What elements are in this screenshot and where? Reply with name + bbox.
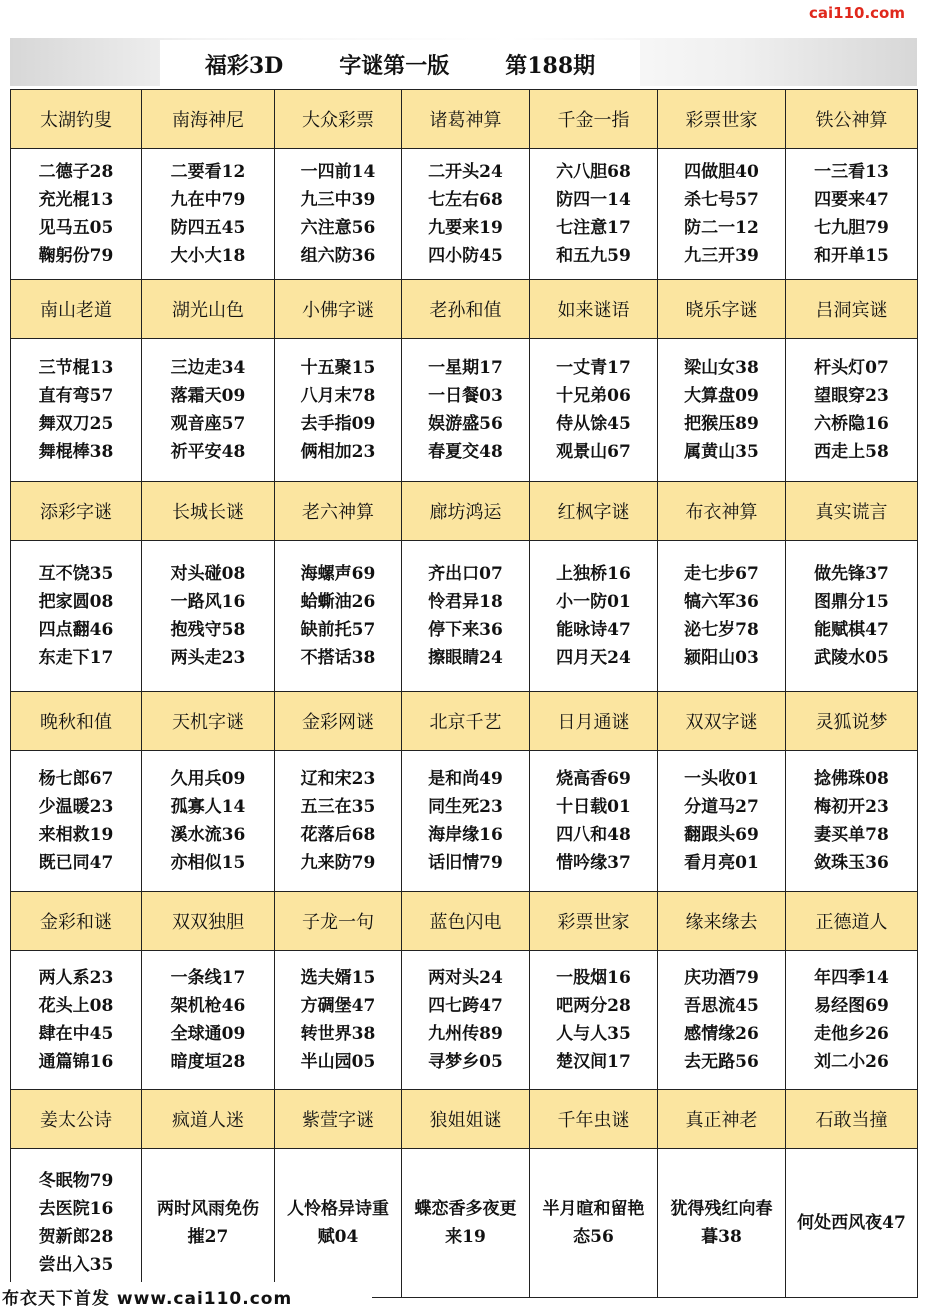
column-header: 缘来缘去 — [658, 892, 786, 951]
riddle-cell — [142, 339, 275, 482]
riddle-line: 西走上58 — [814, 442, 889, 462]
column-header: 千年虫谜 — [530, 1090, 658, 1149]
riddle-line: 暗度垣28 — [170, 1052, 246, 1072]
riddle-line: 是和尚49 — [428, 769, 503, 789]
riddle-line: 舞棍棒38 — [38, 442, 114, 462]
riddle-line: 停下来36 — [428, 620, 503, 640]
riddle-line: 犹得残红向春暮38 — [670, 1199, 773, 1247]
column-header: 添彩字谜 — [11, 482, 142, 541]
title-issue: 第188期 — [505, 52, 596, 79]
riddle-line: 看月亮01 — [684, 853, 759, 873]
riddle-line: 一三看13 — [814, 162, 889, 182]
riddle-lines — [11, 1167, 141, 1279]
riddle-lines — [275, 964, 401, 1076]
site-watermark: cai110.com — [809, 4, 905, 22]
riddle-line: 去无路56 — [684, 1052, 759, 1072]
riddle-cell — [402, 751, 530, 892]
riddle-cell — [658, 751, 786, 892]
riddle-row — [11, 339, 918, 482]
column-header: 太湖钓叟 — [11, 90, 142, 149]
riddle-cell — [658, 149, 786, 280]
riddle-line: 半山园05 — [300, 1052, 376, 1072]
column-header: 如来谜语 — [530, 280, 658, 339]
riddle-line: 既已同47 — [38, 853, 114, 873]
riddle-line: 落霜天09 — [170, 386, 246, 406]
riddle-line: 蝶恋香多夜更来19 — [414, 1199, 517, 1247]
riddle-line: 六桥隐16 — [814, 414, 889, 434]
riddle-line: 泌七岁78 — [684, 620, 759, 640]
riddle-line: 年四季14 — [814, 968, 889, 988]
riddle-lines — [275, 354, 401, 466]
riddle-cell — [142, 149, 275, 280]
riddle-line: 楚汉间17 — [556, 1052, 631, 1072]
riddle-cell — [11, 1149, 142, 1298]
riddle-line: 春夏交48 — [428, 442, 503, 462]
riddle-line: 全球通09 — [170, 1024, 246, 1044]
riddle-lines — [275, 765, 401, 877]
riddle-cell — [11, 149, 142, 280]
riddle-line: 久用兵09 — [170, 769, 246, 789]
header-row — [11, 482, 918, 541]
column-header: 蓝色闪电 — [402, 892, 530, 951]
riddle-line: 半月暄和留艳态56 — [542, 1199, 645, 1247]
riddle-line: 四八和48 — [556, 825, 631, 845]
riddle-line: 四月天24 — [556, 648, 631, 668]
riddle-lines — [142, 1195, 274, 1251]
riddle-line: 翻跟头69 — [684, 825, 759, 845]
riddle-line: 祈平安48 — [170, 442, 246, 462]
riddle-line: 擦眼睛24 — [428, 648, 503, 668]
header-row — [11, 1090, 918, 1149]
riddle-lines — [786, 560, 917, 672]
riddle-lines — [11, 560, 141, 672]
riddle-line: 九三开39 — [684, 246, 759, 266]
riddle-line: 七九胆79 — [814, 218, 889, 238]
riddle-cell — [275, 1149, 402, 1298]
riddle-line: 抱残守58 — [170, 620, 246, 640]
riddle-line: 大小大18 — [170, 246, 246, 266]
riddle-line: 娱游盛56 — [428, 414, 503, 434]
column-header: 彩票世家 — [530, 892, 658, 951]
riddle-line: 二开头24 — [428, 162, 503, 182]
riddle-line: 烧高香69 — [556, 769, 631, 789]
riddle-cell — [402, 149, 530, 280]
riddle-cell — [402, 339, 530, 482]
riddle-line: 大算盘09 — [684, 386, 759, 406]
column-header: 金彩网谜 — [275, 692, 402, 751]
riddle-lines — [658, 1195, 785, 1251]
riddle-line: 尝出入35 — [38, 1255, 114, 1275]
riddle-line: 一四前14 — [300, 162, 376, 182]
riddle-line: 一股烟16 — [556, 968, 631, 988]
riddle-line: 杆头灯07 — [814, 358, 889, 378]
column-header: 北京千艺 — [402, 692, 530, 751]
riddle-lines — [402, 765, 529, 877]
riddle-lines — [786, 354, 917, 466]
footer-watermark: 布衣天下首发 www.cai110.com — [0, 1282, 372, 1310]
header-row — [11, 280, 918, 339]
riddle-table — [10, 89, 918, 1298]
riddle-cell — [530, 751, 658, 892]
riddle-line: 人与人35 — [556, 1024, 631, 1044]
riddle-line: 七左右68 — [428, 190, 503, 210]
riddle-lines — [142, 560, 274, 672]
riddle-cell — [786, 339, 918, 482]
riddle-row — [11, 1149, 918, 1298]
riddle-line: 犒六军36 — [684, 592, 759, 612]
riddle-cell — [658, 951, 786, 1090]
riddle-line: 七注意17 — [556, 218, 631, 238]
page-title — [160, 40, 640, 88]
column-header: 双双字谜 — [658, 692, 786, 751]
riddle-cell — [530, 339, 658, 482]
riddle-lines — [402, 1195, 529, 1251]
riddle-line: 齐出口07 — [428, 564, 503, 584]
riddle-lines — [402, 964, 529, 1076]
column-header: 真实谎言 — [786, 482, 918, 541]
riddle-line: 两头走23 — [170, 648, 246, 668]
riddle-line: 四做胆40 — [684, 162, 759, 182]
column-header: 晓乐字谜 — [658, 280, 786, 339]
riddle-line: 上独桥16 — [556, 564, 631, 584]
riddle-cell — [275, 339, 402, 482]
riddle-line: 贺新郎28 — [38, 1227, 114, 1247]
riddle-line: 和五九59 — [556, 246, 631, 266]
riddle-line: 能咏诗47 — [556, 620, 631, 640]
riddle-line: 十五聚15 — [300, 358, 376, 378]
column-header: 晚秋和值 — [11, 692, 142, 751]
column-header: 正德道人 — [786, 892, 918, 951]
riddle-line: 庆功酒79 — [684, 968, 759, 988]
column-header: 长城长谜 — [142, 482, 275, 541]
riddle-line: 一条线17 — [170, 968, 246, 988]
riddle-lines — [530, 765, 657, 877]
riddle-line: 花头上08 — [38, 996, 114, 1016]
riddle-line: 来相救19 — [38, 825, 114, 845]
header-row — [11, 892, 918, 951]
riddle-cell — [275, 149, 402, 280]
riddle-lines — [658, 964, 785, 1076]
riddle-line: 和开单15 — [814, 246, 889, 266]
riddle-line: 妻买单78 — [814, 825, 889, 845]
riddle-line: 八月末78 — [300, 386, 376, 406]
riddle-line: 肆在中45 — [38, 1024, 114, 1044]
column-header: 湖光山色 — [142, 280, 275, 339]
riddle-line: 通篇锦16 — [38, 1052, 114, 1072]
riddle-line: 一日餐03 — [428, 386, 503, 406]
riddle-line: 不搭话38 — [300, 648, 376, 668]
riddle-line: 何处西风夜47 — [797, 1213, 906, 1233]
riddle-line: 同生死23 — [428, 797, 503, 817]
title-lottery: 福彩3D — [204, 52, 284, 79]
riddle-lines — [530, 560, 657, 672]
riddle-line: 俩相加23 — [300, 442, 376, 462]
riddle-line: 防四五45 — [170, 218, 246, 238]
riddle-cell — [402, 541, 530, 692]
riddle-line: 颍阳山03 — [684, 648, 759, 668]
riddle-line: 二德子28 — [38, 162, 114, 182]
riddle-lines — [402, 560, 529, 672]
riddle-cell — [530, 1149, 658, 1298]
column-header: 灵狐说梦 — [786, 692, 918, 751]
riddle-lines — [142, 158, 274, 270]
riddle-cell — [402, 951, 530, 1090]
riddle-line: 冬眠物79 — [38, 1171, 114, 1191]
riddle-cell — [275, 541, 402, 692]
riddle-line: 孤寡人14 — [170, 797, 246, 817]
riddle-line: 把家圆08 — [38, 592, 114, 612]
riddle-lines — [402, 354, 529, 466]
column-header: 老孙和值 — [402, 280, 530, 339]
riddle-line: 十日载01 — [556, 797, 631, 817]
column-header: 子龙一句 — [275, 892, 402, 951]
riddle-line: 望眼穿23 — [814, 386, 889, 406]
riddle-line: 一星期17 — [428, 358, 503, 378]
riddle-cell — [142, 951, 275, 1090]
riddle-line: 做先锋37 — [814, 564, 889, 584]
riddle-line: 一丈青17 — [556, 358, 631, 378]
riddle-cell — [786, 541, 918, 692]
column-header: 红枫字谜 — [530, 482, 658, 541]
riddle-line: 三节棍13 — [38, 358, 114, 378]
column-header: 姜太公诗 — [11, 1090, 142, 1149]
riddle-cell — [786, 751, 918, 892]
riddle-cell — [142, 1149, 275, 1298]
riddle-line: 二要看12 — [170, 162, 246, 182]
riddle-lines — [658, 158, 785, 270]
riddle-lines — [142, 765, 274, 877]
riddle-lines — [11, 765, 141, 877]
riddle-cell — [530, 951, 658, 1090]
riddle-lines — [11, 964, 141, 1076]
column-header: 狼姐姐谜 — [402, 1090, 530, 1149]
riddle-lines — [530, 354, 657, 466]
riddle-lines — [142, 964, 274, 1076]
riddle-row — [11, 149, 918, 280]
riddle-cell — [658, 1149, 786, 1298]
riddle-cell — [786, 1149, 918, 1298]
riddle-cell — [530, 541, 658, 692]
riddle-line: 寻梦乡05 — [428, 1052, 503, 1072]
riddle-cell — [786, 951, 918, 1090]
riddle-lines — [658, 354, 785, 466]
riddle-line: 九在中79 — [170, 190, 246, 210]
riddle-cell — [530, 149, 658, 280]
column-header: 千金一指 — [530, 90, 658, 149]
riddle-line: 惜吟缘37 — [556, 853, 631, 873]
column-header: 吕洞宾谜 — [786, 280, 918, 339]
riddle-line: 五三在35 — [300, 797, 376, 817]
riddle-line: 四七跨47 — [428, 996, 503, 1016]
riddle-line: 去手指09 — [300, 414, 376, 434]
riddle-line: 小一防01 — [556, 592, 631, 612]
riddle-lines — [786, 158, 917, 270]
riddle-line: 六八胆68 — [556, 162, 631, 182]
riddle-line: 三边走34 — [170, 358, 246, 378]
riddle-line: 去医院16 — [38, 1199, 114, 1219]
riddle-line: 两人系23 — [38, 968, 114, 988]
riddle-cell — [11, 951, 142, 1090]
column-header: 天机字谜 — [142, 692, 275, 751]
riddle-line: 防四一14 — [556, 190, 631, 210]
column-header: 金彩和谜 — [11, 892, 142, 951]
riddle-line: 转世界38 — [300, 1024, 376, 1044]
riddle-line: 把猴压89 — [684, 414, 759, 434]
riddle-line: 敛珠玉36 — [814, 853, 889, 873]
riddle-line: 九州传89 — [428, 1024, 503, 1044]
column-header: 彩票世家 — [658, 90, 786, 149]
riddle-line: 花落后68 — [300, 825, 376, 845]
riddle-line: 观景山67 — [556, 442, 631, 462]
column-header: 日月通谜 — [530, 692, 658, 751]
riddle-line: 观音座57 — [170, 414, 246, 434]
riddle-line: 侍从馀45 — [556, 414, 631, 434]
riddle-lines — [275, 158, 401, 270]
riddle-line: 防二一12 — [684, 218, 759, 238]
riddle-line: 缺前托57 — [300, 620, 376, 640]
column-header: 南海神尼 — [142, 90, 275, 149]
riddle-line: 易经图69 — [814, 996, 889, 1016]
riddle-line: 四小防45 — [428, 246, 503, 266]
riddle-cell — [275, 751, 402, 892]
riddle-line: 杀七号57 — [684, 190, 759, 210]
riddle-line: 武陵水05 — [814, 648, 889, 668]
riddle-cell — [658, 541, 786, 692]
riddle-line: 鞠躬份79 — [38, 246, 114, 266]
riddle-line: 舞双刀25 — [38, 414, 114, 434]
riddle-line: 一头收01 — [684, 769, 759, 789]
column-header: 双双独胆 — [142, 892, 275, 951]
riddle-line: 刘二小26 — [814, 1052, 889, 1072]
riddle-line: 怜君异18 — [428, 592, 503, 612]
riddle-line: 九三中39 — [300, 190, 376, 210]
riddle-line: 六注意56 — [300, 218, 376, 238]
riddle-line: 九要来19 — [428, 218, 503, 238]
riddle-lines — [142, 354, 274, 466]
riddle-cell — [275, 951, 402, 1090]
column-header: 布衣神算 — [658, 482, 786, 541]
riddle-line: 少温暖23 — [38, 797, 114, 817]
riddle-line: 吧两分28 — [556, 996, 631, 1016]
riddle-line: 杨七郎67 — [38, 769, 114, 789]
column-header: 廊坊鸿运 — [402, 482, 530, 541]
header-row — [11, 90, 918, 149]
riddle-lines — [786, 964, 917, 1076]
column-header: 疯道人迷 — [142, 1090, 275, 1149]
riddle-line: 一路风16 — [170, 592, 246, 612]
riddle-cell — [658, 339, 786, 482]
riddle-line: 选夫婿15 — [300, 968, 376, 988]
riddle-lines — [658, 765, 785, 877]
column-header: 大众彩票 — [275, 90, 402, 149]
riddle-cell — [142, 751, 275, 892]
riddle-lines — [658, 560, 785, 672]
title-edition: 字谜第一版 — [339, 52, 450, 79]
riddle-line: 海螺声69 — [300, 564, 376, 584]
column-header: 紫萱字谜 — [275, 1090, 402, 1149]
riddle-line: 图鼎分15 — [814, 592, 889, 612]
column-header: 老六神算 — [275, 482, 402, 541]
riddle-line: 亦相似15 — [170, 853, 246, 873]
riddle-line: 见马五05 — [38, 218, 114, 238]
riddle-line: 能赋棋47 — [814, 620, 889, 640]
riddle-row — [11, 951, 918, 1090]
riddle-lines — [11, 354, 141, 466]
riddle-line: 人怜格异诗重赋04 — [287, 1199, 389, 1247]
riddle-line: 梅初开23 — [814, 797, 889, 817]
header-row — [11, 692, 918, 751]
column-header: 石敢当撞 — [786, 1090, 918, 1149]
riddle-line: 互不饶35 — [38, 564, 114, 584]
riddle-line: 辽和宋23 — [300, 769, 376, 789]
riddle-line: 话旧情79 — [428, 853, 503, 873]
riddle-line: 海岸缘16 — [428, 825, 503, 845]
riddle-lines — [275, 560, 401, 672]
column-header: 铁公神算 — [786, 90, 918, 149]
riddle-line: 分道马27 — [684, 797, 759, 817]
riddle-line: 四点翻46 — [38, 620, 114, 640]
riddle-lines — [786, 765, 917, 877]
riddle-line: 四要来47 — [814, 190, 889, 210]
riddle-cell — [11, 751, 142, 892]
riddle-line: 走他乡26 — [814, 1024, 889, 1044]
riddle-line: 走七步67 — [684, 564, 759, 584]
riddle-lines — [530, 964, 657, 1076]
riddle-line: 方碉堡47 — [300, 996, 376, 1016]
riddle-cell — [142, 541, 275, 692]
column-header: 南山老道 — [11, 280, 142, 339]
riddle-cell — [786, 149, 918, 280]
riddle-line: 十兄弟06 — [556, 386, 631, 406]
riddle-line: 九来防79 — [300, 853, 376, 873]
riddle-cell — [11, 339, 142, 482]
riddle-line: 组六防36 — [300, 246, 376, 266]
riddle-row — [11, 751, 918, 892]
riddle-lines — [11, 158, 141, 270]
riddle-line: 吾思流45 — [684, 996, 759, 1016]
riddle-cell — [11, 541, 142, 692]
riddle-line: 捻佛珠08 — [814, 769, 889, 789]
riddle-row — [11, 541, 918, 692]
riddle-line: 梁山女38 — [684, 358, 759, 378]
riddle-line: 对头碰08 — [170, 564, 246, 584]
riddle-line: 充光棍13 — [38, 190, 114, 210]
riddle-line: 属黄山35 — [684, 442, 759, 462]
column-header: 诸葛神算 — [402, 90, 530, 149]
riddle-line: 两时风雨免伤摧27 — [157, 1199, 259, 1247]
riddle-line: 架机枪46 — [170, 996, 246, 1016]
riddle-lines — [530, 158, 657, 270]
riddle-line: 两对头24 — [428, 968, 503, 988]
riddle-lines — [402, 158, 529, 270]
riddle-lines — [275, 1195, 401, 1251]
riddle-line: 感情缘26 — [684, 1024, 759, 1044]
riddle-line: 东走下17 — [38, 648, 114, 668]
column-header: 小佛字谜 — [275, 280, 402, 339]
riddle-line: 溪水流36 — [170, 825, 246, 845]
riddle-lines — [530, 1195, 657, 1251]
riddle-line: 蛤蟖油26 — [300, 592, 376, 612]
riddle-line: 直有弯57 — [38, 386, 114, 406]
column-header: 真正神老 — [658, 1090, 786, 1149]
riddle-lines — [786, 1209, 917, 1237]
riddle-cell — [402, 1149, 530, 1298]
